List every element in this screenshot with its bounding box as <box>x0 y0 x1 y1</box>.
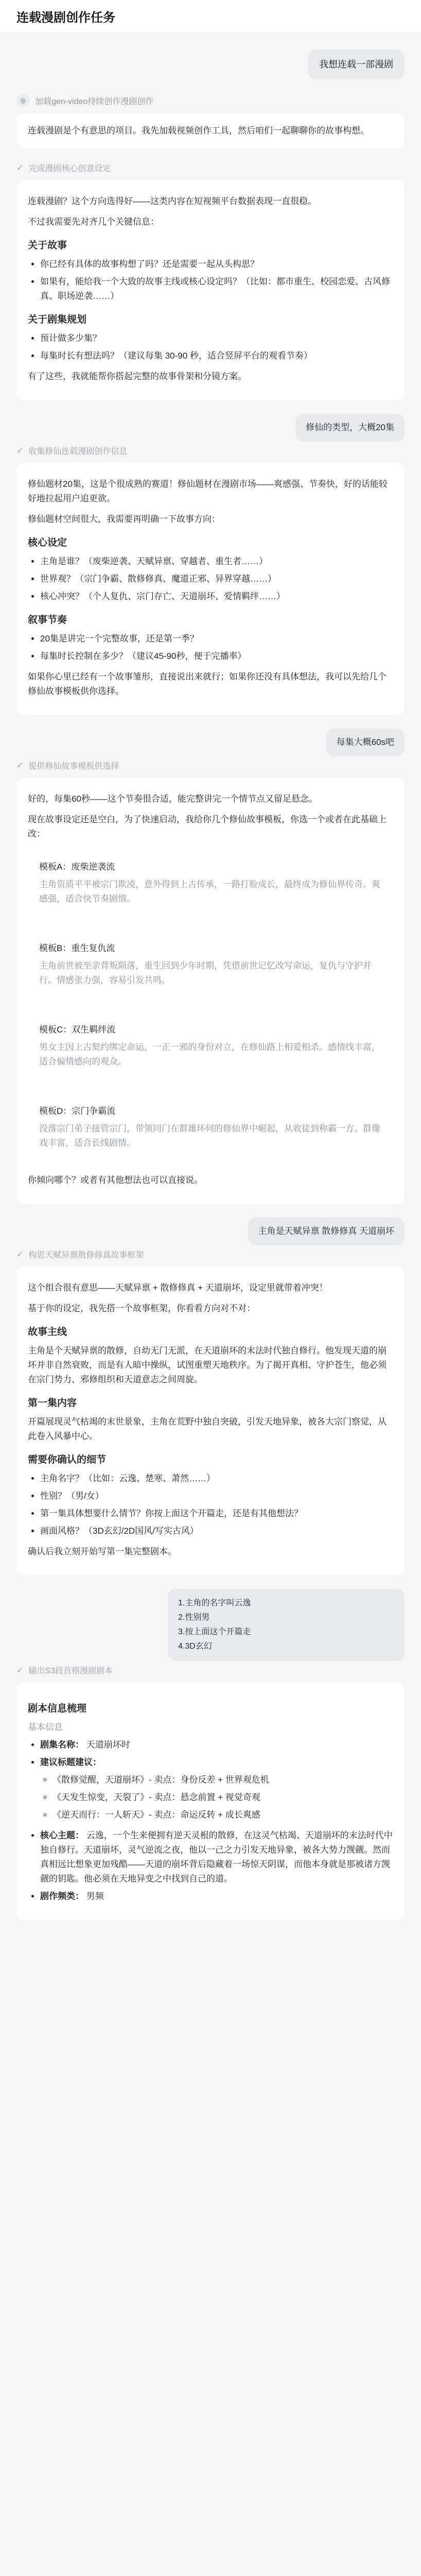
list-item <box>40 1738 393 1752</box>
check-icon: ✓ <box>16 163 24 173</box>
assistant-text: 开篇展现灵气枯竭的末世景象，主角在荒野中独自突破，引发天地异象，被各大宗门察觉，从此卷入风暴中心。 <box>28 1417 387 1441</box>
value: 男频 <box>86 1891 104 1901</box>
assistant-text: 修仙题材20集，这是个很成熟的赛道！修仙题材在漫剧市场——爽感强、节奏快，好的话能较好地拉起用户追更欲。 <box>28 479 388 503</box>
assistant-message <box>16 1266 405 1575</box>
section-title: 关于故事 <box>28 240 67 251</box>
list-item <box>40 1828 393 1886</box>
assistant-text: 有了这些，我就能帮你搭起完整的故事骨架和分镜方案。 <box>28 371 247 381</box>
list-item: • 核心冲突？（个人复仇、宗门存亡、天道崩坏、爱情羁绊……） <box>40 589 393 604</box>
assistant-text: 基于你的设定，我先搭一个故事框架，你看看方向对不对： <box>28 1303 255 1313</box>
section-title: 故事主线 <box>28 1327 67 1337</box>
check-icon: ✓ <box>16 446 24 455</box>
assistant-message <box>16 463 405 715</box>
user-message: 主角是天赋异禀 散修修真 天道崩坏 <box>248 1217 405 1245</box>
assistant-text: 现在故事设定还是空白，为了快速启动，我给你几个修仙故事模板，你选一个或者在此基础上改： <box>28 815 387 839</box>
list-item <box>40 1889 393 1904</box>
template-title: 模板A：废柴逆袭流 <box>39 862 115 872</box>
list-item <box>40 1755 393 1770</box>
section-title: 核心设定 <box>28 537 67 548</box>
check-icon: ✓ <box>16 1250 24 1259</box>
list-item: • 第一集具体想要什么情节？你按上面这个开篇走，还是有其他想法？ <box>40 1506 393 1521</box>
template-card <box>28 1092 393 1160</box>
assistant-text: 主角是个天赋异禀的散修，自幼无门无派，在天道崩坏的末法时代独自修行。他发现天道的崩坏并非自然衰败，而是有人暗中操纵，试图重塑天地秩序。为了揭开真相、守护苍生，他必须在宗门势力、邪修组织和天道意志之间周旋。 <box>28 1346 387 1384</box>
label: 剧作频类： <box>40 1891 84 1901</box>
user-message: 我想连载一部漫剧 <box>308 49 405 79</box>
page-title: 连载漫剧创作任务 <box>16 11 115 25</box>
list-item: • 主角名字？（比如：云逸、楚寒、萧然……） <box>40 1471 393 1486</box>
assistant-text: 好的，每集60秒——这个节奏很合适，能完整讲完一个情节点又留足悬念。 <box>28 794 318 804</box>
template-desc: 主角资质平平被宗门欺凌，意外得到上古传承，一路打脸成长，最终成为修仙界传奇。爽感强，适合快节奏剧情。 <box>39 879 380 904</box>
list-item: ◦ 《天发生惊变，天裂了》- 卖点：悬念前置 + 视觉奇观 <box>52 1790 393 1805</box>
section-title: 叙事节奏 <box>28 615 67 625</box>
status-line <box>16 445 405 456</box>
value: 云逸，一个生来便拥有逆天灵根的散修，在这灵气枯竭、天道崩坏的末法时代中独自修行。天道崩坏，灵气逆流之夜，他以一己之力引发天地异象，被各大势力觊觎。然而真相远比想象更加残酷——天道的崩坏背后隐藏着一场惊天阴谋，而他本身就是那被诸方觊觎的钥匙。他必须在天地异变之中找到自己的道。 <box>40 1831 393 1884</box>
status-text: 收集修仙连载漫剧创作信息 <box>28 447 128 456</box>
subsection-title: 基本信息 <box>28 1722 63 1732</box>
list-item: ◦ 《逆天而行：一人斩天》- 卖点：命运反转 + 成长爽感 <box>52 1808 393 1822</box>
assistant-text: 连载漫剧是个有意思的项目。我先加载视频创作工具，然后咱们一起聊聊你的故事构想。 <box>28 126 369 135</box>
status-line <box>16 162 405 174</box>
status-text: 完成漫剧核心创意设定 <box>28 164 111 173</box>
template-title: 模板B：重生复仇流 <box>39 943 115 953</box>
template-desc: 男女主因上古契约绑定命运，一正一邪的身份对立，在修仙路上相爱相杀。感情线丰富，适合偏情感向的观众。 <box>39 1042 380 1066</box>
value: 天道崩坏时 <box>86 1740 130 1750</box>
assistant-text: 连载漫剧？这个方向选得好——这类内容在短视频平台数据表现一直很稳。 <box>28 196 317 206</box>
bullet-list <box>40 554 393 604</box>
template-desc: 主角前世被至亲背叛陨落，重生回到少年时期，凭借前世记忆改写命运，复仇与守护并行。情感张力强，容易引发共鸣。 <box>39 961 372 985</box>
label: 剧集名称： <box>40 1740 84 1750</box>
list-item: ◦ 《散修觉醒，天道崩坏》- 卖点：身份反差 + 世界观危机 <box>52 1773 393 1787</box>
status-line <box>16 759 405 771</box>
template-card <box>28 848 393 916</box>
label: 建议标题建议： <box>40 1757 101 1767</box>
status-line <box>16 1664 405 1676</box>
check-icon: ✓ <box>16 761 24 770</box>
section-title: 第一集内容 <box>28 1398 77 1409</box>
list-item: • 你已经有具体的故事构想了吗？还是需要一起从头构思？ <box>40 257 393 272</box>
list-line: 2.性别男 <box>178 1613 210 1622</box>
list-item: • 世界观？（宗门争霸、散修修真、魔道正邪、异界穿越……） <box>40 572 393 586</box>
assistant-text: 这个组合很有意思——天赋异禀 + 散修修真 + 天道崩坏，设定里就带着冲突！ <box>28 1283 328 1293</box>
bullet-list <box>40 331 393 363</box>
assistant-text: 你倾向哪个？或者有其他想法也可以直接说。 <box>28 1175 203 1185</box>
nested-list <box>52 1773 393 1822</box>
list-item: • 每集时长控制在多少？（建议45-90秒，便于完播率） <box>40 649 393 664</box>
list-item: • 性别？（男/女） <box>40 1489 393 1503</box>
section-title: 关于剧集规划 <box>28 314 87 325</box>
template-desc: 没落宗门弟子接管宗门，带领同门在群雄环伺的修仙界中崛起，从收徒到称霸一方。群像戏丰富，适合长线剧情。 <box>39 1124 380 1148</box>
check-icon: ✓ <box>16 1666 24 1675</box>
status-text: 构思天赋异禀散修修真故事框架 <box>28 1251 144 1260</box>
status-line <box>16 1248 405 1260</box>
template-title: 模板C：双生羁绊流 <box>39 1025 116 1035</box>
agent-row <box>16 94 405 107</box>
assistant-message <box>16 1682 405 1920</box>
list-item: • 预计做多少集？ <box>40 331 393 346</box>
status-text: 加载gen-video持续创作漫剧创作 <box>35 97 154 106</box>
bullet-list <box>40 257 393 303</box>
assistant-text: 不过我需要先对齐几个关键信息： <box>28 217 159 227</box>
list-item: • 每集时长有想法吗？（建议每集 30-90 秒，适合竖屏平台的观看节奏） <box>40 349 393 363</box>
bullet-list <box>40 1738 393 1904</box>
assistant-message <box>16 180 405 400</box>
user-message: 每集大概60s吧 <box>326 728 405 756</box>
header-bar <box>0 0 421 33</box>
section-title: 剧本信息梳理 <box>28 1703 87 1714</box>
assistant-text: 确认后我立刻开始写第一集完整剧本。 <box>28 1547 177 1556</box>
bullet-list <box>40 632 393 664</box>
template-card <box>28 1010 393 1078</box>
assistant-message <box>16 777 405 1204</box>
assistant-text: 修仙题材空间很大，我需要再明确一下故事方向： <box>28 514 220 524</box>
status-text: 提供修仙故事模板供选择 <box>28 762 119 771</box>
list-line: 3.按上面这个开篇走 <box>178 1628 251 1636</box>
assistant-message <box>16 113 405 148</box>
assistant-text: 如果你心里已经有一个故事雏形，直接说出来就行；如果你还没有具体想法，我可以先给几个修仙故事模板供你选择。 <box>28 672 387 696</box>
template-title: 模板D：宗门争霸流 <box>39 1106 116 1116</box>
status-text: 输出S3段首格漫剧剧本 <box>28 1667 113 1675</box>
label: 核心主题： <box>40 1831 84 1840</box>
bullet-list <box>40 1471 393 1538</box>
user-list-message <box>168 1589 405 1661</box>
template-card <box>28 929 393 997</box>
list-item: • 20集是讲完一个完整故事，还是第一季？ <box>40 632 393 646</box>
chat-scroll[interactable] <box>0 33 421 2576</box>
list-item: • 主角是谁？（废柴逆袭、天赋异禀、穿越者、重生者……） <box>40 554 393 569</box>
list-item: • 如果有，能给我一个大致的故事主线或核心设定吗？（比如：都市重生、校园恋爱、古风修真、职场逆袭……） <box>40 275 393 303</box>
user-message: 修仙的类型，大概20集 <box>295 414 405 442</box>
list-line: 1.主角的名字叫云逸 <box>178 1599 251 1607</box>
agent-icon: ◎ <box>16 94 30 107</box>
list-line: 4.3D玄幻 <box>178 1642 212 1651</box>
list-item: • 画面风格？（3D玄幻/2D国风/写实古风） <box>40 1524 393 1538</box>
section-title: 需要你确认的细节 <box>28 1454 107 1465</box>
